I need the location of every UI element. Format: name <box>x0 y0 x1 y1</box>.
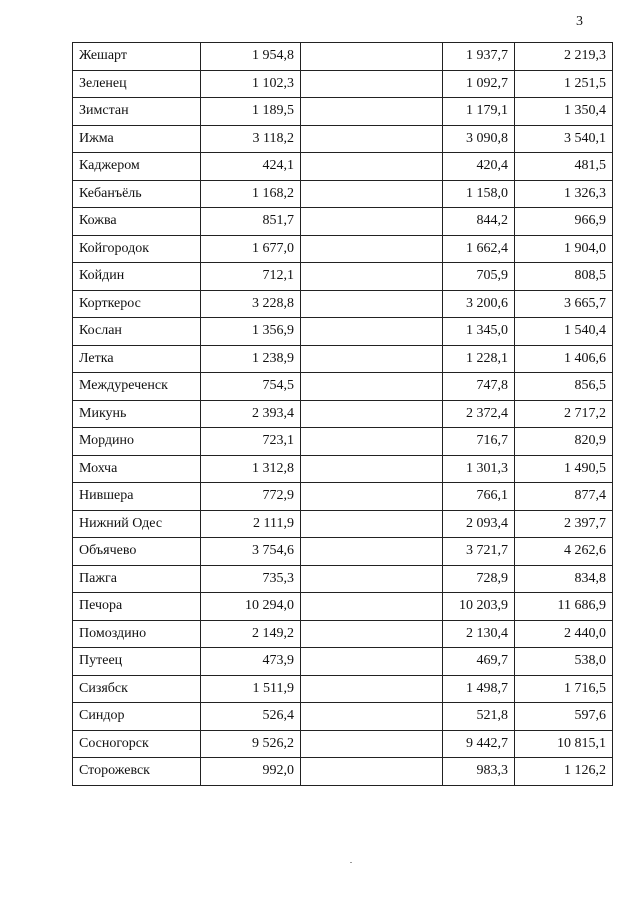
value-cell-v4: 2 219,3 <box>515 43 613 71</box>
value-cell-v4: 808,5 <box>515 263 613 291</box>
table-row <box>73 318 613 346</box>
value-cell-v3: 521,8 <box>443 703 515 731</box>
value-cell-v1: 735,3 <box>201 565 301 593</box>
settlement-name-cell: Жешарт <box>73 43 201 71</box>
value-cell-v3: 2 372,4 <box>443 400 515 428</box>
settlement-name-cell: Нижний Одес <box>73 510 201 538</box>
value-cell-v4: 538,0 <box>515 648 613 676</box>
value-cell-v1: 1 312,8 <box>201 455 301 483</box>
value-cell-v2 <box>301 703 443 731</box>
table-row <box>73 510 613 538</box>
settlement-name-cell: Летка <box>73 345 201 373</box>
table-body <box>73 43 613 786</box>
settlement-name-cell: Печора <box>73 593 201 621</box>
settlement-name-cell: Каджером <box>73 153 201 181</box>
value-cell-v2 <box>301 263 443 291</box>
value-cell-v4: 1 716,5 <box>515 675 613 703</box>
table-row <box>73 153 613 181</box>
value-cell-v2 <box>301 290 443 318</box>
table-row <box>73 70 613 98</box>
value-cell-v1: 1 238,9 <box>201 345 301 373</box>
table-row <box>73 263 613 291</box>
value-cell-v1: 992,0 <box>201 758 301 786</box>
value-cell-v4: 966,9 <box>515 208 613 236</box>
value-cell-v4: 877,4 <box>515 483 613 511</box>
table-row <box>73 345 613 373</box>
value-cell-v4: 2 397,7 <box>515 510 613 538</box>
table-row <box>73 400 613 428</box>
value-cell-v3: 3 200,6 <box>443 290 515 318</box>
value-cell-v2 <box>301 208 443 236</box>
settlement-name-cell: Койдин <box>73 263 201 291</box>
value-cell-v4: 1 490,5 <box>515 455 613 483</box>
value-cell-v2 <box>301 483 443 511</box>
value-cell-v4: 1 326,3 <box>515 180 613 208</box>
value-cell-v4: 1 406,6 <box>515 345 613 373</box>
value-cell-v2 <box>301 648 443 676</box>
table-row <box>73 648 613 676</box>
settlement-name-cell: Корткерос <box>73 290 201 318</box>
value-cell-v3: 469,7 <box>443 648 515 676</box>
settlement-name-cell: Мохча <box>73 455 201 483</box>
value-cell-v3: 1 228,1 <box>443 345 515 373</box>
value-cell-v1: 754,5 <box>201 373 301 401</box>
data-table <box>72 42 613 786</box>
value-cell-v2 <box>301 345 443 373</box>
table-row <box>73 428 613 456</box>
value-cell-v2 <box>301 593 443 621</box>
settlement-name-cell: Междуреченск <box>73 373 201 401</box>
table-row <box>73 593 613 621</box>
value-cell-v4: 1 251,5 <box>515 70 613 98</box>
settlement-name-cell: Мордино <box>73 428 201 456</box>
value-cell-v2 <box>301 510 443 538</box>
value-cell-v2 <box>301 730 443 758</box>
value-cell-v4: 597,6 <box>515 703 613 731</box>
value-cell-v4: 1 540,4 <box>515 318 613 346</box>
table-row <box>73 235 613 263</box>
value-cell-v1: 1 168,2 <box>201 180 301 208</box>
value-cell-v1: 3 228,8 <box>201 290 301 318</box>
value-cell-v3: 1 345,0 <box>443 318 515 346</box>
value-cell-v1: 723,1 <box>201 428 301 456</box>
value-cell-v2 <box>301 675 443 703</box>
value-cell-v2 <box>301 428 443 456</box>
value-cell-v2 <box>301 318 443 346</box>
settlement-name-cell: Ижма <box>73 125 201 153</box>
value-cell-v1: 424,1 <box>201 153 301 181</box>
settlement-name-cell: Сосногорск <box>73 730 201 758</box>
value-cell-v3: 2 130,4 <box>443 620 515 648</box>
value-cell-v3: 1 301,3 <box>443 455 515 483</box>
table-row <box>73 483 613 511</box>
value-cell-v4: 10 815,1 <box>515 730 613 758</box>
value-cell-v4: 856,5 <box>515 373 613 401</box>
settlement-name-cell: Синдор <box>73 703 201 731</box>
value-cell-v2 <box>301 758 443 786</box>
table-row <box>73 180 613 208</box>
value-cell-v1: 712,1 <box>201 263 301 291</box>
table-row <box>73 703 613 731</box>
value-cell-v1: 1 511,9 <box>201 675 301 703</box>
value-cell-v2 <box>301 43 443 71</box>
settlement-name-cell: Пажга <box>73 565 201 593</box>
value-cell-v4: 1 126,2 <box>515 758 613 786</box>
value-cell-v3: 1 662,4 <box>443 235 515 263</box>
table-row <box>73 98 613 126</box>
value-cell-v4: 820,9 <box>515 428 613 456</box>
value-cell-v3: 728,9 <box>443 565 515 593</box>
value-cell-v1: 9 526,2 <box>201 730 301 758</box>
value-cell-v3: 766,1 <box>443 483 515 511</box>
page-number: 3 <box>576 14 583 29</box>
value-cell-v3: 9 442,7 <box>443 730 515 758</box>
value-cell-v1: 1 189,5 <box>201 98 301 126</box>
table-row <box>73 565 613 593</box>
table-row <box>73 455 613 483</box>
value-cell-v3: 3 721,7 <box>443 538 515 566</box>
settlement-name-cell: Объячево <box>73 538 201 566</box>
value-cell-v1: 1 102,3 <box>201 70 301 98</box>
table-row <box>73 373 613 401</box>
value-cell-v3: 747,8 <box>443 373 515 401</box>
value-cell-v4: 11 686,9 <box>515 593 613 621</box>
value-cell-v2 <box>301 125 443 153</box>
settlement-name-cell: Путеец <box>73 648 201 676</box>
value-cell-v1: 1 677,0 <box>201 235 301 263</box>
value-cell-v4: 2 440,0 <box>515 620 613 648</box>
table-row <box>73 290 613 318</box>
value-cell-v1: 2 111,9 <box>201 510 301 538</box>
settlement-name-cell: Микунь <box>73 400 201 428</box>
value-cell-v2 <box>301 538 443 566</box>
settlement-name-cell: Кослан <box>73 318 201 346</box>
value-cell-v3: 420,4 <box>443 153 515 181</box>
settlement-name-cell: Зеленец <box>73 70 201 98</box>
settlement-name-cell: Сторожевск <box>73 758 201 786</box>
value-cell-v3: 2 093,4 <box>443 510 515 538</box>
value-cell-v4: 481,5 <box>515 153 613 181</box>
value-cell-v4: 3 540,1 <box>515 125 613 153</box>
settlement-name-cell: Нившера <box>73 483 201 511</box>
table-row <box>73 125 613 153</box>
value-cell-v1: 2 393,4 <box>201 400 301 428</box>
value-cell-v3: 705,9 <box>443 263 515 291</box>
value-cell-v1: 1 356,9 <box>201 318 301 346</box>
table-row <box>73 675 613 703</box>
value-cell-v2 <box>301 565 443 593</box>
value-cell-v3: 10 203,9 <box>443 593 515 621</box>
value-cell-v1: 3 118,2 <box>201 125 301 153</box>
table-row <box>73 538 613 566</box>
value-cell-v3: 3 090,8 <box>443 125 515 153</box>
value-cell-v4: 834,8 <box>515 565 613 593</box>
value-cell-v2 <box>301 620 443 648</box>
value-cell-v4: 1 904,0 <box>515 235 613 263</box>
table-row <box>73 758 613 786</box>
table-row <box>73 208 613 236</box>
value-cell-v4: 2 717,2 <box>515 400 613 428</box>
value-cell-v4: 4 262,6 <box>515 538 613 566</box>
value-cell-v4: 1 350,4 <box>515 98 613 126</box>
value-cell-v2 <box>301 98 443 126</box>
value-cell-v3: 716,7 <box>443 428 515 456</box>
settlement-name-cell: Помоздино <box>73 620 201 648</box>
value-cell-v1: 10 294,0 <box>201 593 301 621</box>
value-cell-v4: 3 665,7 <box>515 290 613 318</box>
value-cell-v1: 851,7 <box>201 208 301 236</box>
value-cell-v1: 772,9 <box>201 483 301 511</box>
settlement-name-cell: Сизябск <box>73 675 201 703</box>
value-cell-v1: 473,9 <box>201 648 301 676</box>
value-cell-v3: 1 179,1 <box>443 98 515 126</box>
value-cell-v3: 844,2 <box>443 208 515 236</box>
value-cell-v1: 526,4 <box>201 703 301 731</box>
value-cell-v2 <box>301 373 443 401</box>
scan-speck <box>350 862 352 863</box>
value-cell-v3: 1 092,7 <box>443 70 515 98</box>
value-cell-v2 <box>301 180 443 208</box>
value-cell-v3: 1 158,0 <box>443 180 515 208</box>
value-cell-v2 <box>301 455 443 483</box>
table-row <box>73 620 613 648</box>
table-row <box>73 43 613 71</box>
settlement-name-cell: Кебанъёль <box>73 180 201 208</box>
value-cell-v2 <box>301 400 443 428</box>
settlement-name-cell: Кожва <box>73 208 201 236</box>
value-cell-v1: 1 954,8 <box>201 43 301 71</box>
settlement-name-cell: Койгородок <box>73 235 201 263</box>
value-cell-v2 <box>301 153 443 181</box>
value-cell-v2 <box>301 70 443 98</box>
value-cell-v1: 2 149,2 <box>201 620 301 648</box>
value-cell-v3: 983,3 <box>443 758 515 786</box>
value-cell-v2 <box>301 235 443 263</box>
value-cell-v3: 1 498,7 <box>443 675 515 703</box>
value-cell-v1: 3 754,6 <box>201 538 301 566</box>
table-row <box>73 730 613 758</box>
value-cell-v3: 1 937,7 <box>443 43 515 71</box>
settlement-name-cell: Зимстан <box>73 98 201 126</box>
